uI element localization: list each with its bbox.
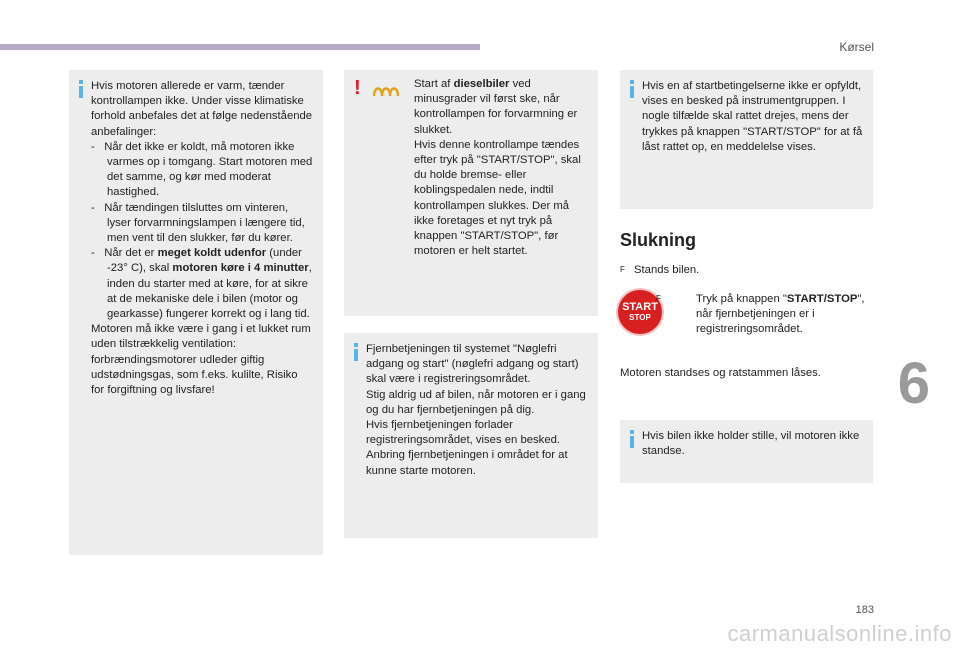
- stop-result-text: Motoren standses og ratstammen låses.: [620, 367, 821, 379]
- list-item: - Når det ikke er koldt, må motoren ikke varmes op i tomgang. Start motoren med det samme, og kør med moderat hastighed.: [91, 140, 313, 199]
- info-icon: [630, 80, 634, 98]
- start-stop-button-icon: START STOP: [618, 290, 662, 334]
- not-stationary-text: Hvis bilen ikke holder stille, vil motoren ikke standse.: [642, 430, 860, 458]
- info-icon: [630, 430, 634, 448]
- info-box-start-conditions: [620, 70, 873, 209]
- warning-exclamation-icon: !: [354, 77, 361, 99]
- info-outro: Motoren må ikke være i gang i et lukket rum uden tilstrækkelig ventilation: forbrændingsmotorer udleder giftig udstødningsgas, som f.eks. kulilte, Risiko for forgiftning og livsfare!: [91, 323, 311, 397]
- warning-text: Start af dieselbiler ved minusgrader vil først ske, når kontrollampen for forvarmning er slukket.: [414, 78, 578, 136]
- step-press-start-stop: F Tryk på knappen "START/STOP", når fjernbetjeningen er i registreringsområdet.: [656, 293, 865, 336]
- info-box-remote: [344, 333, 598, 538]
- info-icon: [354, 343, 358, 361]
- step-stop-car: F Stands bilen.: [620, 264, 700, 276]
- chapter-number: 6: [897, 351, 930, 416]
- section-title: Kørsel: [839, 40, 874, 54]
- list-item: - Når det er meget koldt udenfor (under -23° C), skal motoren køre i 4 minutter, inden du starter med at køre, for at sikre at de mekaniske dele i bilen (motor og gearkasse) fungerer korrekt og i lang tid.: [91, 247, 312, 321]
- info-icon: [79, 80, 83, 98]
- header-accent-bar: [0, 44, 480, 50]
- footer-watermark: carmanualsonline.info: [727, 621, 952, 646]
- page-number: 183: [855, 604, 874, 616]
- list-item: - Når tændingen tilsluttes om vinteren, lyser forvarmningslampen i længere tid, men vent til den slukker, før du kører.: [91, 201, 305, 245]
- preheating-coil-icon: [372, 84, 402, 100]
- remote-text: Fjernbetjeningen til systemet "Nøglefri adgang og start" (nøglefri adgang og start) skal være i registreringsområdet. Stig aldrig ud af bilen, når motoren er i gang og du har fjernbetjeningen på dig. Hvis fjernbetjeningen forlader registreringsområdet, vises en besked. Anbring fjernbetjeningen i området for at kunne starte motoren.: [366, 343, 586, 477]
- info-box-cold-weather: [69, 70, 323, 555]
- warning-text-2: Hvis denne kontrollampe tændes efter tryk på "START/STOP", skal du holde bremse- eller koblingspedalen nede, indtil kontrollampen slukkes. Der må ikke foretages et nyt tryk på knappen "START/STOP", før motoren er helt startet.: [414, 138, 581, 258]
- section-heading-slukning: Slukning: [620, 230, 696, 250]
- info-box-not-stationary: [620, 420, 873, 483]
- conditions-text: Hvis en af startbetingelserne ikke er opfyldt, vises en besked på instrumentgruppen. I nogle tilfælde skal rattet drejes, mens der trykkes på knappen "START/STOP" for at få låst rattet op, en meddelelse vises.: [642, 80, 863, 153]
- info-intro: Hvis motoren allerede er varm, tænder kontrollampen ikke. Under visse klimatiske forhold anbefales det at følge nedenstående anbefalinger:: [91, 80, 313, 138]
- warning-box-diesel-start: [344, 70, 598, 316]
